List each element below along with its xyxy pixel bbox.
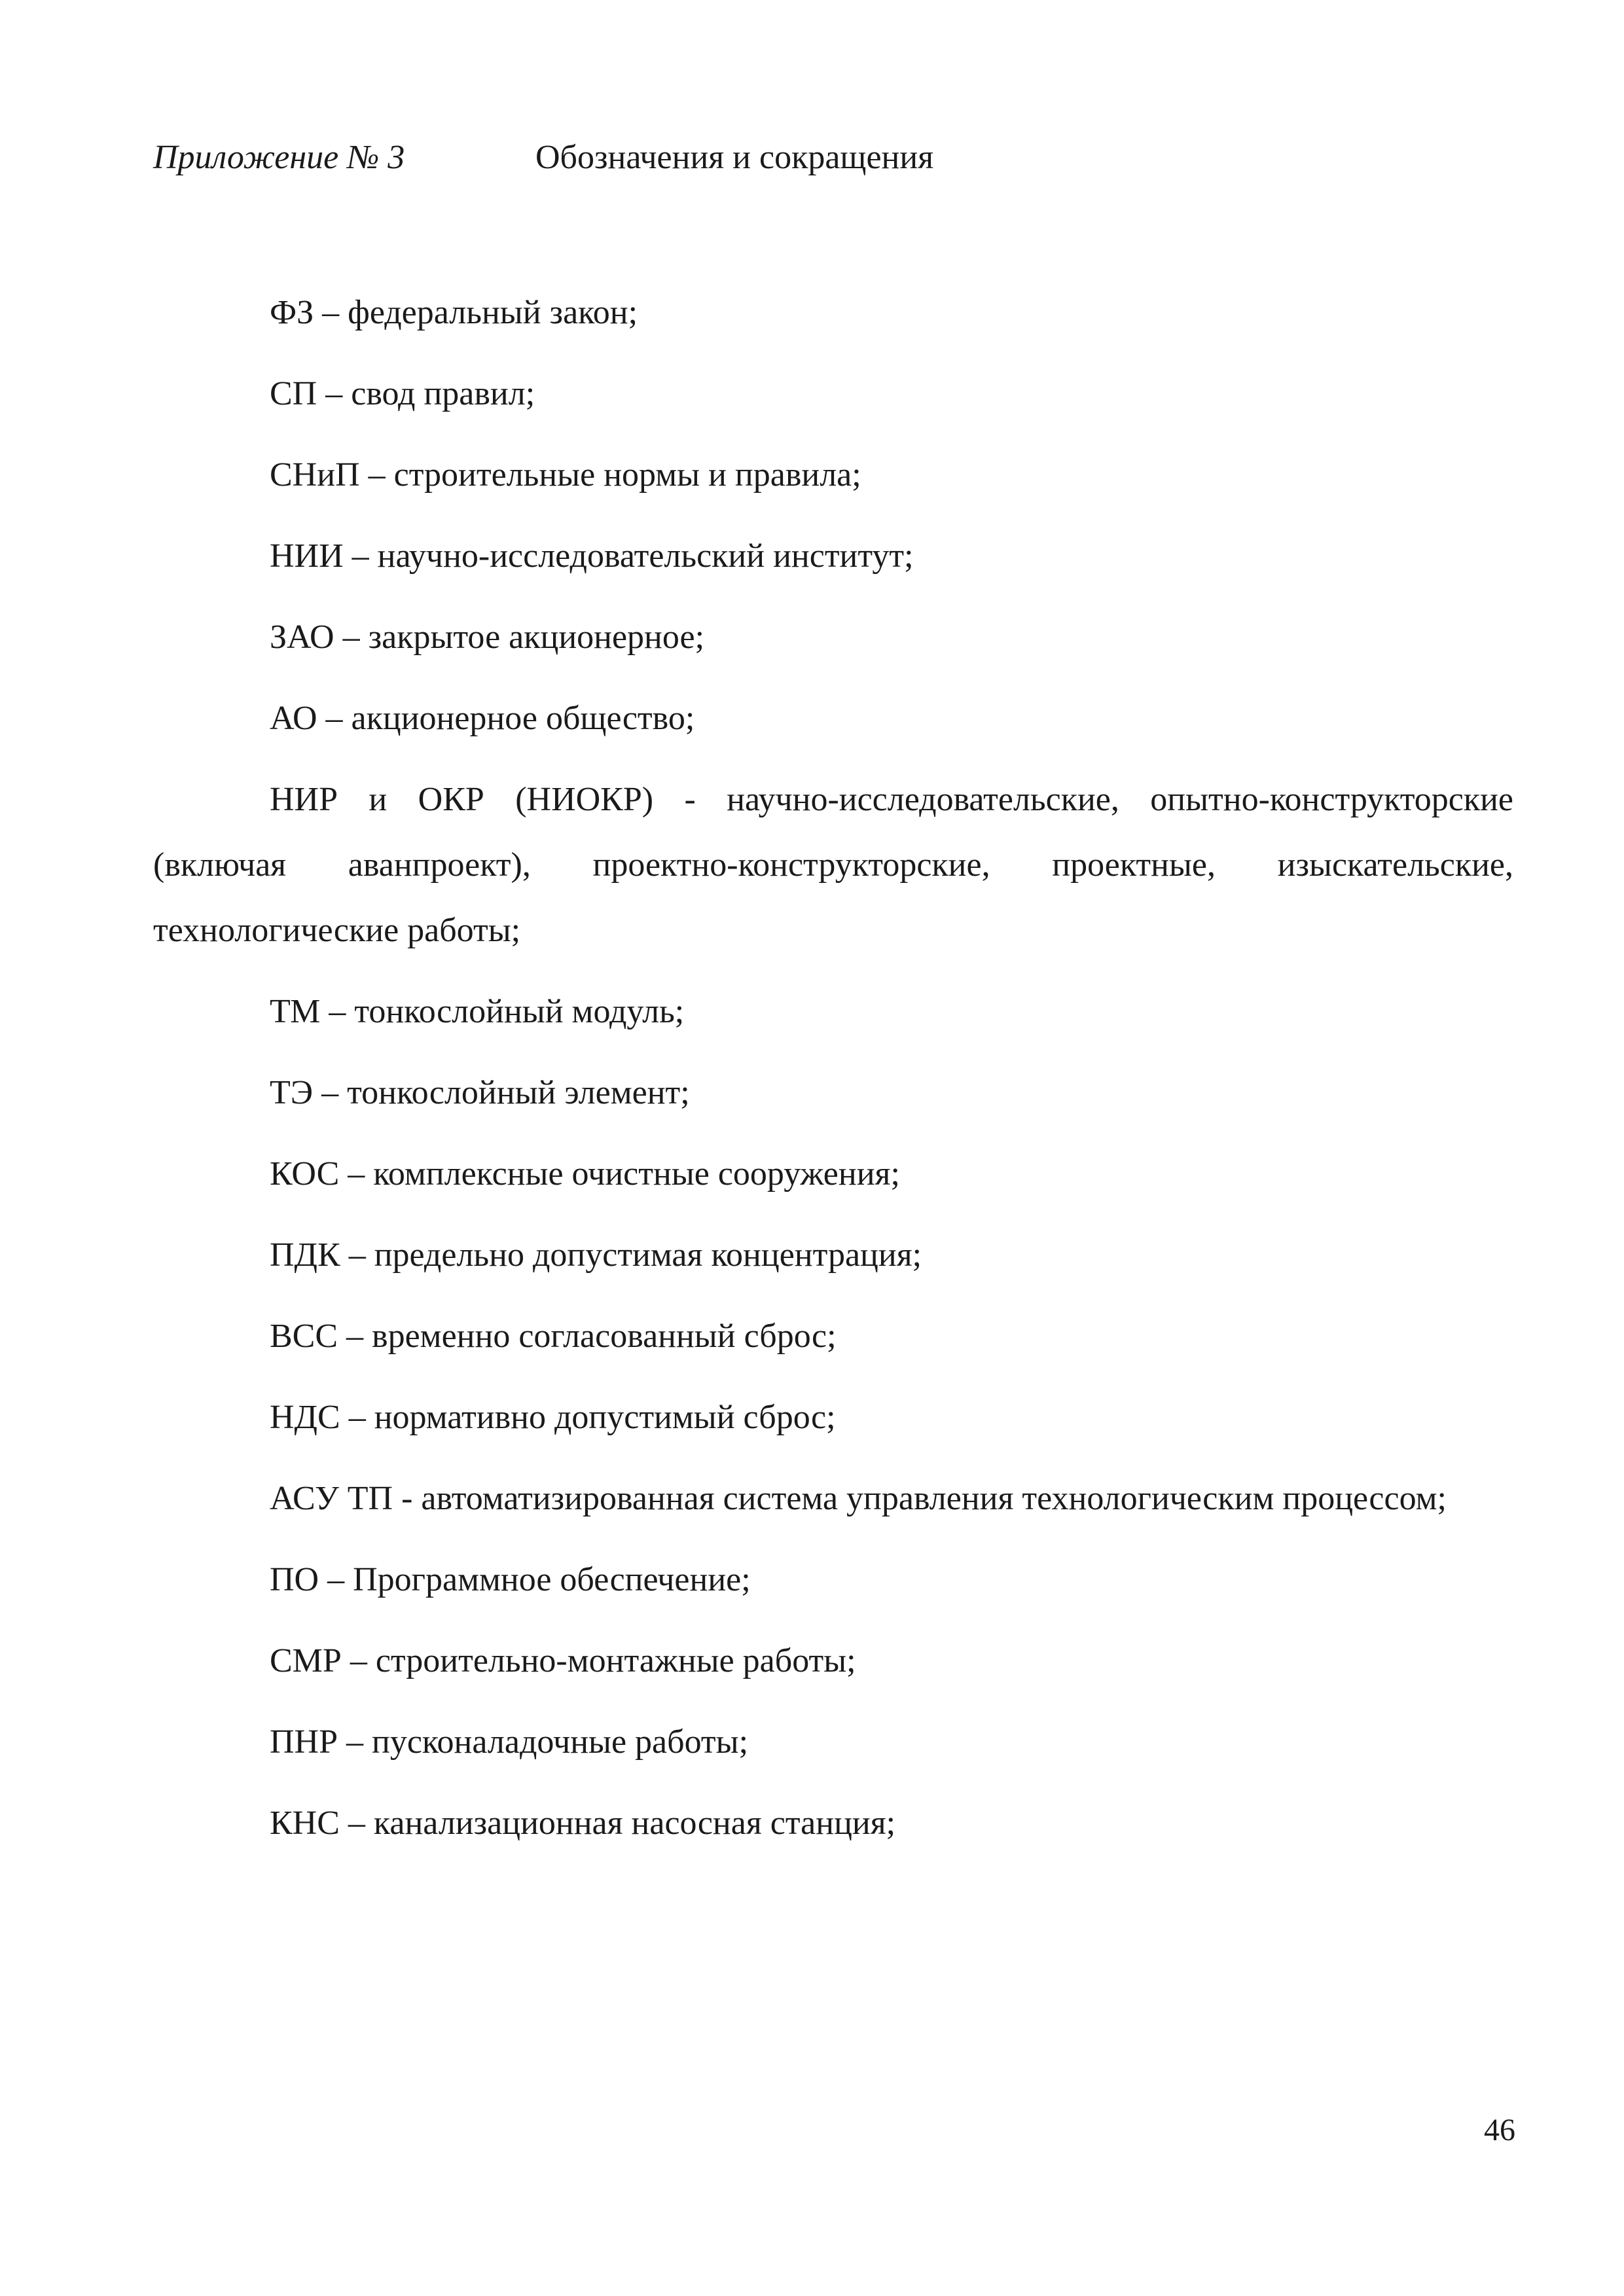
abbreviation-entry: ФЗ – федеральный закон; [270, 294, 638, 331]
abbreviation-entry: ВСС – временно согласованный сброс; [270, 1318, 837, 1355]
abbreviation-entry: КНС – канализационная насосная станция; [270, 1804, 896, 1842]
abbreviation-entry: НИИ – научно-исследовательский институт; [270, 537, 914, 575]
abbreviation-entry: ТМ – тонкослойный модуль; [270, 993, 685, 1030]
abbreviations-list [153, 280, 1513, 1872]
abbreviation-entry: АСУ ТП - автоматизированная система управления технологическим процессом; [270, 1480, 1447, 1517]
abbreviation-entry: НИР и ОКР (НИОКР) - научно-исследовательские, опытно-конструкторские (включая аванпроект), проектно-конструкторские, проектные, изыскательские, технологические работы; [153, 781, 1513, 949]
abbreviation-entry: КОС – комплексные очистные сооружения; [270, 1155, 900, 1193]
page-title: Обозначения и сокращения [535, 139, 934, 176]
abbreviation-entry: СП – свод правил; [270, 375, 535, 412]
abbreviation-entry: ЗАО – закрытое акционерное; [270, 619, 705, 656]
abbreviation-entry: ТЭ – тонкослойный элемент; [270, 1074, 690, 1111]
abbreviation-entry: АО – акционерное общество; [270, 700, 695, 737]
abbreviation-entry: ПО – Программное обеспечение; [270, 1561, 751, 1598]
abbreviation-entry: СМР – строительно-монтажные работы; [270, 1642, 856, 1679]
abbreviation-entry: СНиП – строительные нормы и правила; [270, 456, 861, 493]
appendix-label: Приложение № 3 [153, 139, 405, 176]
abbreviation-entry: НДС – нормативно допустимый сброс; [270, 1399, 836, 1436]
abbreviation-entry: ПНР – пусконаладочные работы; [270, 1723, 749, 1761]
page-number: 46 [1484, 2113, 1515, 2147]
abbreviation-entry: ПДК – предельно допустимая концентрация; [270, 1236, 922, 1274]
